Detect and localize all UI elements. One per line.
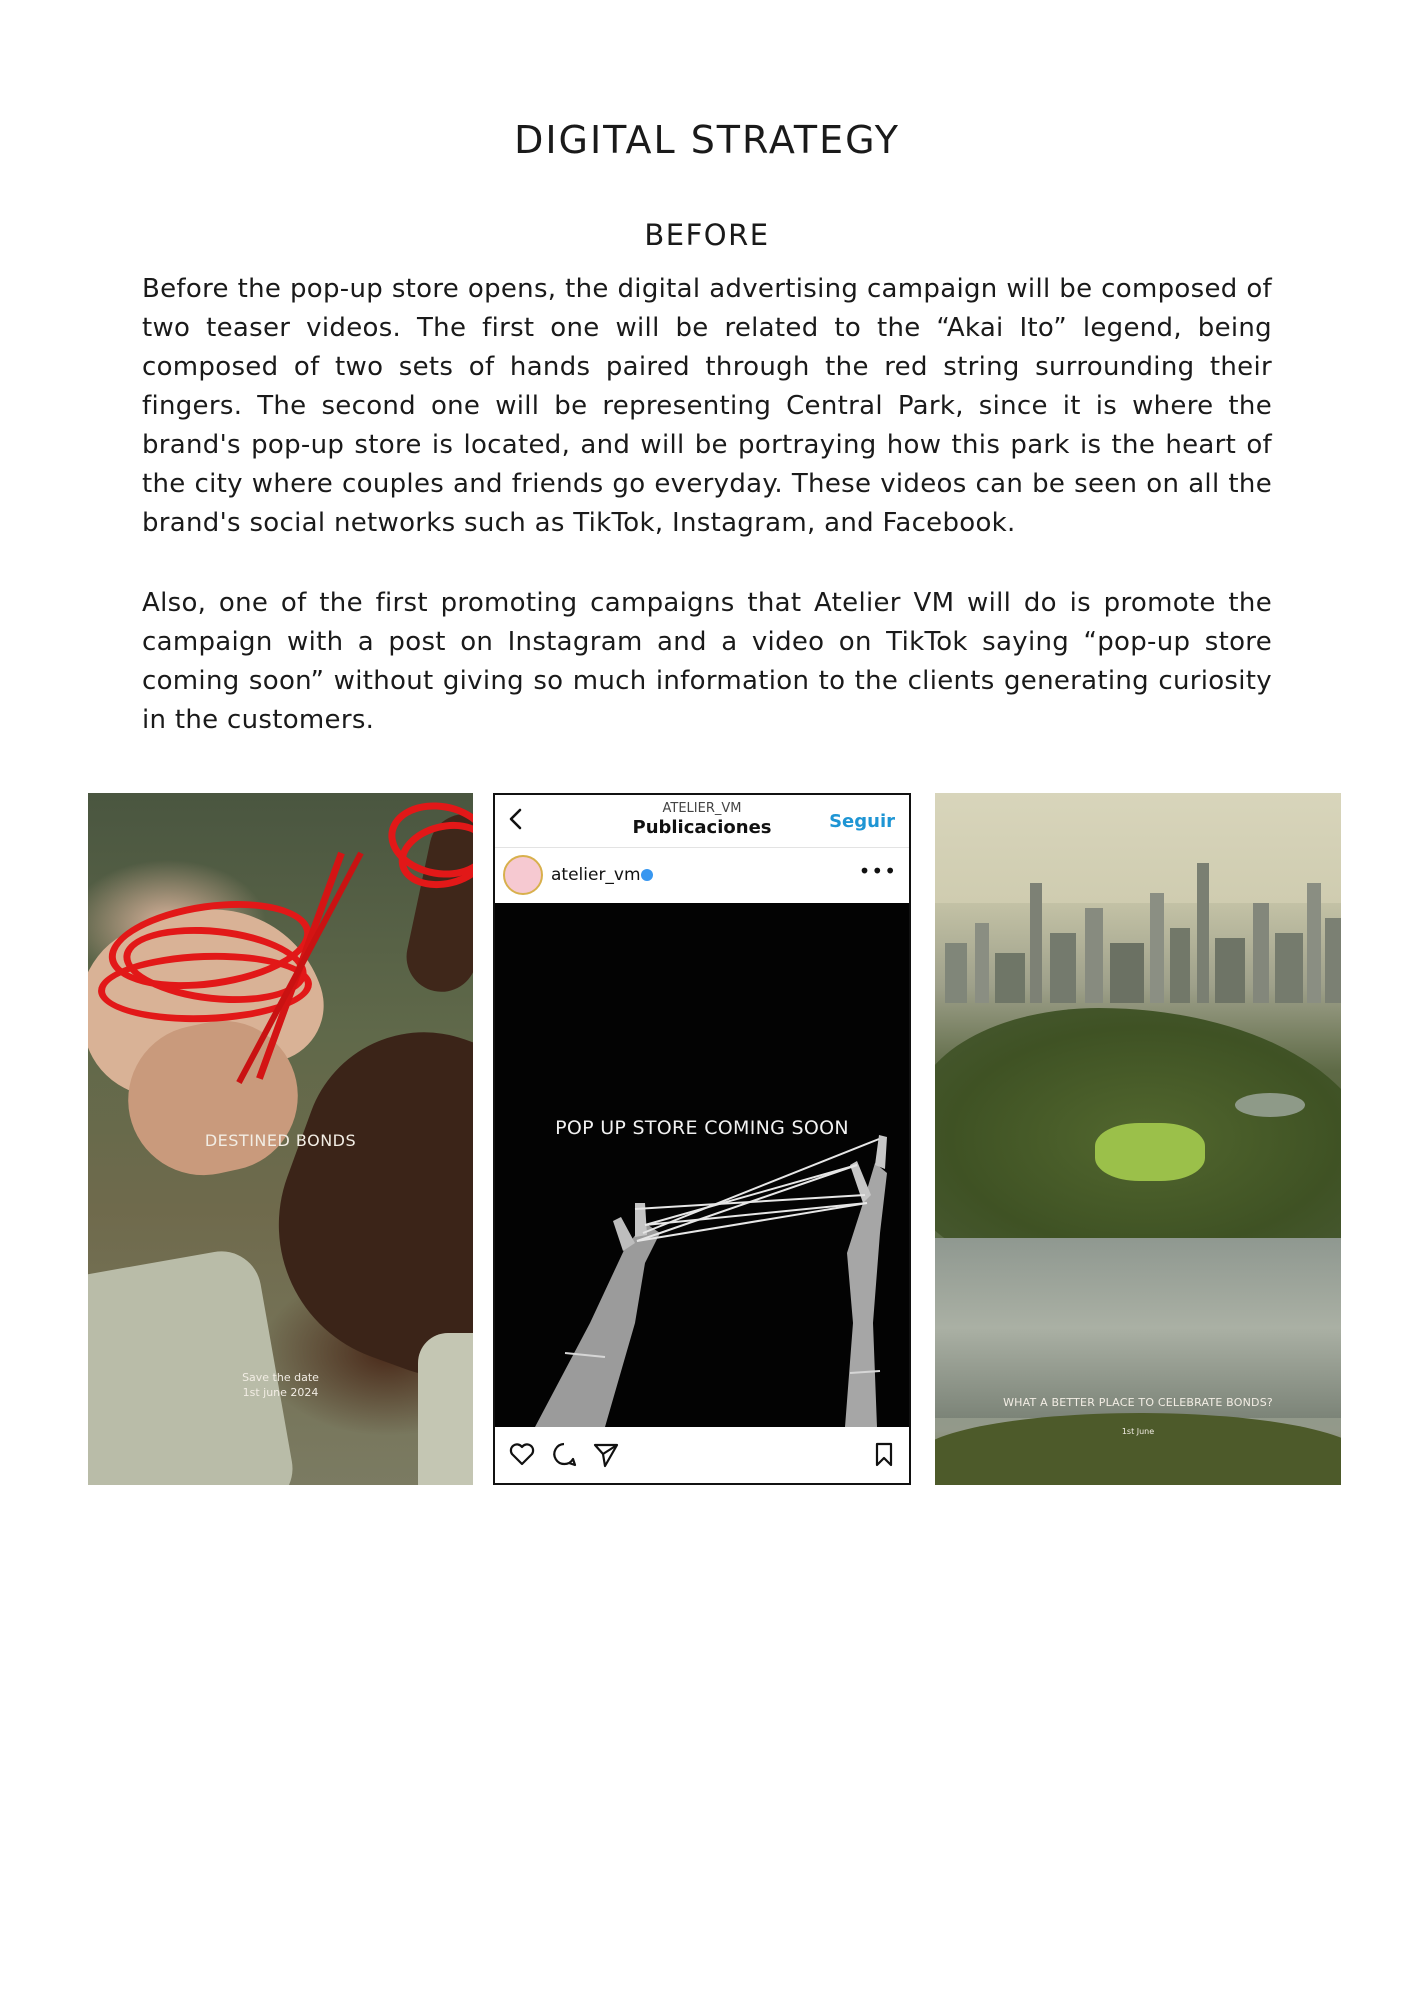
knit-sleeve (418, 1333, 473, 1485)
more-options-icon[interactable]: ••• (858, 859, 897, 883)
bookmark-icon[interactable] (869, 1439, 899, 1469)
ig-post-author (495, 847, 909, 903)
foreground-trees (935, 1413, 1341, 1485)
instagram-post-mockup (493, 793, 911, 1485)
city-skyline (935, 853, 1341, 1003)
post-headline: POP UP STORE COMING SOON (555, 1117, 849, 1139)
teaser-headline: WHAT A BETTER PLACE TO CELEBRATE BONDS? (1003, 1396, 1273, 1409)
ig-account-name: ATELIER_VM (662, 801, 742, 816)
save-the-date-label: Save the date (242, 1371, 319, 1384)
teaser-headline: DESTINED BONDS (204, 1131, 357, 1150)
ig-username[interactable]: atelier_vm (551, 865, 641, 885)
ig-section-title: Publicaciones (632, 817, 772, 838)
ig-action-bar (495, 1427, 909, 1483)
event-date: 1st june 2024 (242, 1386, 319, 1399)
ig-post-image (495, 903, 909, 1427)
avatar[interactable] (503, 855, 543, 895)
follow-button[interactable]: Seguir (829, 811, 895, 832)
body-paragraph-1: Before the pop-up store opens, the digital advertising campaign will be composed of two teaser videos. The first one will be related to the “Akai Ito” legend, being composed of two sets of hands paired through the red string surrounding their fingers. The second one will be representing Central Park, since it is where the brand's pop-up store is located, and will be portraying how this park is the heart of the city where couples and friends go everyday. These videos can be seen on all the brand's social networks such as TikTok, Instagram, and Facebook. (142, 274, 1272, 538)
share-icon[interactable] (591, 1439, 621, 1469)
knit-sleeve (88, 1245, 299, 1485)
pond (1235, 1093, 1305, 1117)
reservoir (935, 1238, 1341, 1418)
cats-cradle-hands-illustration (495, 903, 909, 1427)
section-heading: BEFORE (644, 218, 770, 252)
teaser-image-central-park (935, 793, 1341, 1485)
event-date: 1st June (1121, 1427, 1155, 1436)
verified-badge-icon (641, 869, 653, 881)
heart-icon[interactable] (507, 1439, 537, 1469)
teaser-image-red-string (88, 793, 473, 1485)
page-title: DIGITAL STRATEGY (514, 118, 900, 162)
great-lawn (1095, 1123, 1205, 1181)
body-paragraph-2: Also, one of the first promoting campaigns that Atelier VM will do is promote the campaign with a post on Instagram and a video on TikTok saying “pop-up store coming soon” without giving so much information to the clients generating curiosity in the customers. (142, 588, 1272, 735)
comment-icon[interactable] (549, 1439, 579, 1469)
ig-header (495, 795, 909, 848)
